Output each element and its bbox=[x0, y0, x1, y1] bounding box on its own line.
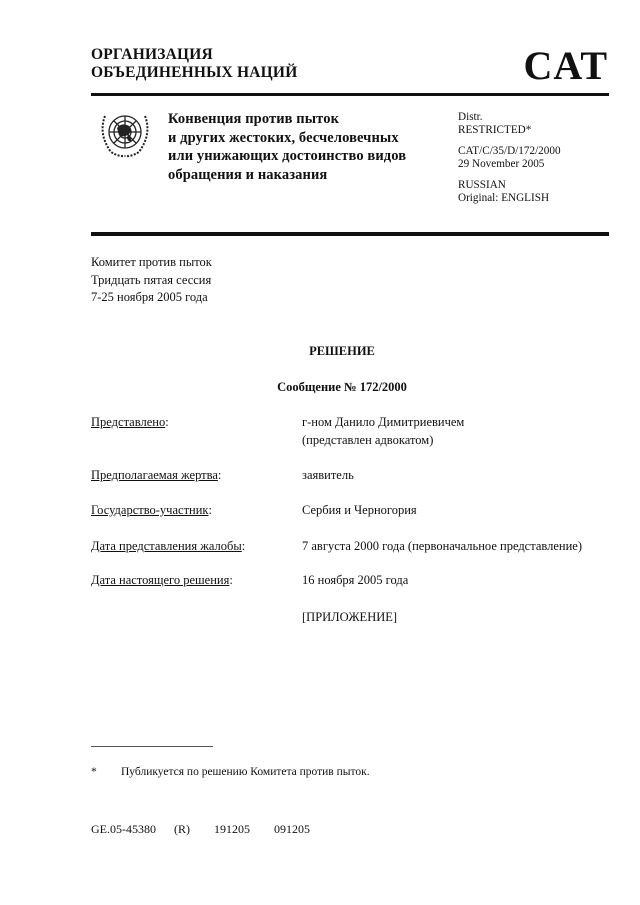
footnote-marker: * bbox=[91, 766, 97, 778]
footnote-separator bbox=[91, 746, 213, 747]
committee-session: Тридцать пятая сессия bbox=[91, 272, 212, 287]
field-value-alleged-victim: заявитель bbox=[302, 468, 354, 482]
convention-line-2: и других жестоких, бесчеловечных bbox=[168, 129, 399, 146]
field-label-state-party: Государство-участник: bbox=[91, 503, 212, 517]
convention-line-4: обращения и наказания bbox=[168, 166, 328, 183]
committee-dates: 7-25 ноября 2005 года bbox=[91, 290, 208, 304]
submitter-representation: (представлен адвокатом) bbox=[302, 432, 434, 447]
committee-info bbox=[91, 254, 212, 307]
doc-original-language: Original: ENGLISH bbox=[458, 192, 550, 204]
communication-number: Сообщение № 172/2000 bbox=[277, 380, 407, 394]
distr-label: Distr. bbox=[458, 111, 483, 123]
field-label-submitted-by: Представлено: bbox=[91, 415, 169, 429]
organization-name bbox=[91, 46, 297, 82]
field-value-state-party: Сербия и Черногория bbox=[302, 503, 417, 517]
document-symbol-cat: CAT bbox=[523, 43, 608, 88]
convention-line-3: или унижающих достоинство видов bbox=[168, 148, 407, 164]
field-value-submitted-by bbox=[302, 414, 464, 449]
convention-line-1: Конвенция против пыток bbox=[168, 111, 340, 127]
doc-date: 29 November 2005 bbox=[458, 158, 545, 170]
field-label-complaint-date: Дата представления жалобы: bbox=[91, 539, 246, 553]
field-label-alleged-victim: Предполагаемая жертва: bbox=[91, 468, 222, 482]
doc-language: RUSSIAN bbox=[458, 179, 506, 191]
submitter-name: г-ном Данило Димитриевичем bbox=[302, 415, 465, 429]
annex-label: [ПРИЛОЖЕНИЕ] bbox=[302, 610, 398, 624]
field-value-decision-date: 16 ноября 2005 года bbox=[302, 573, 409, 587]
job-number: GE.05-45380 (R) 191205 091205 bbox=[91, 822, 310, 836]
organization-line-2: ОБЪЕДИНЕННЫХ НАЦИЙ bbox=[91, 64, 298, 81]
header-rule bbox=[91, 93, 609, 96]
un-emblem-icon bbox=[95, 108, 155, 160]
decision-title: РЕШЕНИЕ bbox=[309, 344, 375, 358]
committee-name: Комитет против пыток bbox=[91, 255, 212, 269]
field-value-complaint-date: 7 августа 2000 года (первоначальное представление) bbox=[302, 539, 583, 553]
convention-title bbox=[168, 110, 406, 184]
distribution-block bbox=[458, 111, 561, 205]
restriction-label: RESTRICTED* bbox=[458, 124, 532, 136]
footnote-text: Публикуется по решению Комитета против пыток. bbox=[121, 766, 370, 778]
organization-line-1: ОРГАНИЗАЦИЯ bbox=[91, 46, 213, 63]
doc-symbol: CAT/C/35/D/172/2000 bbox=[458, 145, 561, 157]
field-label-decision-date: Дата настоящего решения: bbox=[91, 573, 233, 587]
header-bottom-rule bbox=[91, 232, 609, 236]
